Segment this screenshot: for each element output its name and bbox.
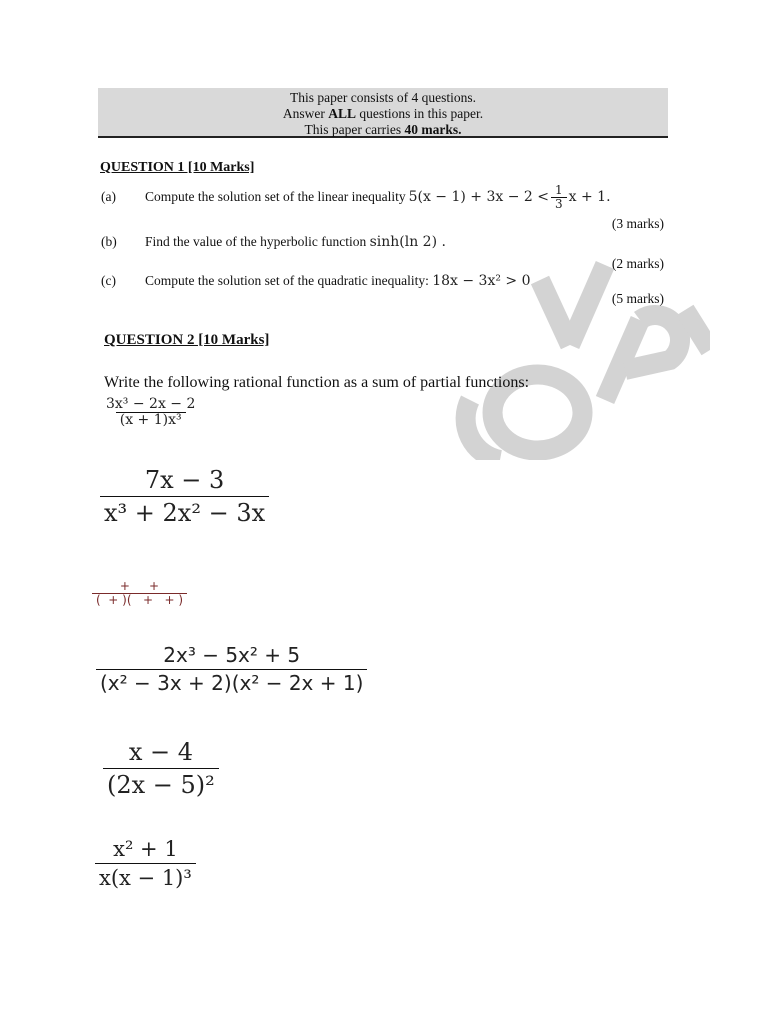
q1a-fraction: $\frac{1}{3}$ xyxy=(551,184,567,210)
q1b-label: (b) xyxy=(101,234,117,249)
q1b-marks: (2 marks) xyxy=(611,256,664,271)
rational-function-1: $\frac{7x - 3}{\text{x³ + 2x² − 3x}}$ xyxy=(100,468,269,526)
q2-instruction: Write the following rational function as a sum of partial functions: xyxy=(104,374,530,391)
info-line-2: Answer ALL questions in this paper. xyxy=(282,106,484,121)
question-1-title: QUESTION 1 [10 Marks] xyxy=(100,160,255,175)
info-line-3: This paper carries 40 marks. xyxy=(304,122,462,137)
paper-info-box xyxy=(98,88,668,138)
rational-function-0: $\frac{\text{3x³ − 2x − 2}}{\text{(x + 1)x³}}$ xyxy=(106,396,196,428)
q1c-marks: (5 marks) xyxy=(611,291,664,306)
q1c-expression: 18x − 3x² > 0 xyxy=(432,273,531,289)
q1a-text: Compute the solution set of the linear inequality 5(x − 1) + 3x − 2 < $\frac{1}{3}$ x + 1. xyxy=(145,182,611,211)
q1a-expression: 5(x − 1) + 3x − 2 < xyxy=(408,189,549,205)
q1c-label: (c) xyxy=(101,273,116,288)
q1a-marks: (3 marks) xyxy=(611,216,664,231)
rational-function-3: $\frac{\text{2x³ − 5x² + 5}}{\text{(x² − 3x + 2)(x² − 2x + 1)}}$ xyxy=(96,645,367,694)
q1b-text: Find the value of the hyperbolic function sinh(ln 2) . xyxy=(145,234,446,250)
info-line-1: This paper consists of 4 questions. xyxy=(290,90,476,105)
rational-function-4: $\frac{x - 4}{\text{(2x − 5)²}}$ xyxy=(103,740,219,798)
question-2-title: QUESTION 2 [10 Marks] xyxy=(104,332,270,348)
q1c-text: Compute the solution set of the quadratic inequality: 18x − 3x² > 0 xyxy=(145,273,531,289)
rational-function-5: $\frac{\text{x² + 1}}{\text{x(x − 1)³}}$ xyxy=(95,838,196,889)
q1b-expression: sinh(ln 2) . xyxy=(369,234,446,250)
q1a-label: (a) xyxy=(101,189,116,204)
rational-function-2: + + ( + )( + + ) xyxy=(92,580,187,606)
